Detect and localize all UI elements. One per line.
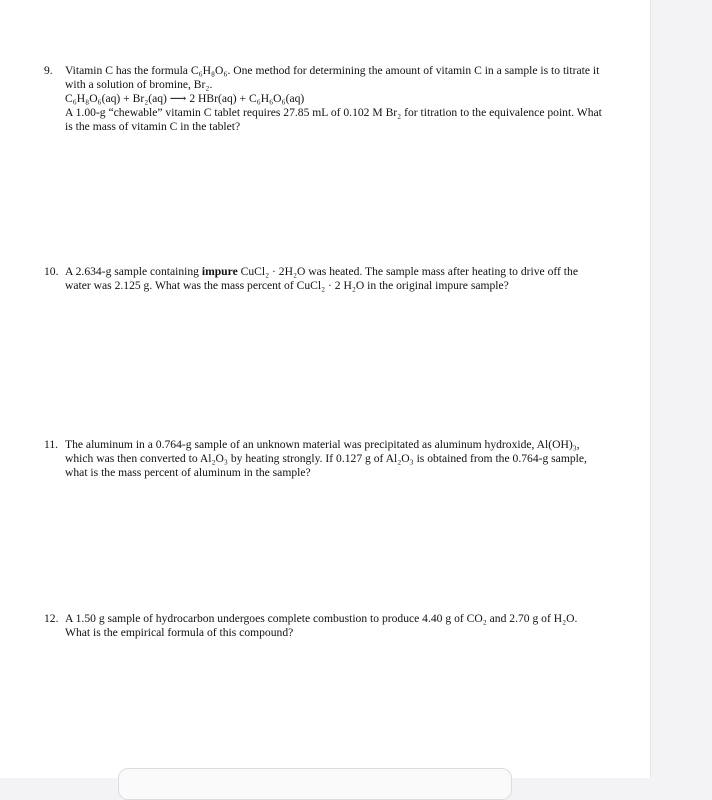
question-number: 10.	[44, 265, 59, 278]
question-follow-up: A 1.00-g “chewable” vitamin C tablet requires 27.85 mL of 0.102 M Br₂ for titration to the equivalence point. What is the mass of vitamin C in the tablet?	[65, 106, 602, 133]
question-text: The aluminum in a 0.764-g sample of an unknown material was precipitated as aluminum hydroxide, Al(OH)₃, which was then converted to Al₂O₃ by heating strongly. If 0.127 g of Al₂O₃ is obtained from the 0.764-g sample, what is the mass percent of aluminum in the sample?	[65, 438, 587, 479]
question-text: A 2.634-g sample containing impure CuCl₂ · 2H₂O was heated. The sample mass after heating to drive off the water was 2.125 g. What was the mass percent of CuCl₂ · 2 H₂O in the original impure sample?	[65, 265, 578, 292]
chemical-equation: C₆H₈O₆(aq) + Br₂(aq) ⟶ 2 HBr(aq) + C₆H₆O₆(aq)	[65, 92, 305, 105]
question-text: Vitamin C has the formula C₆H₈O₆. One method for determining the amount of vitamin C in a sample is to titrate it with a solution of bromine, Br₂.	[65, 64, 600, 91]
question-number: 11.	[44, 438, 59, 451]
question-10	[44, 265, 604, 293]
question-12	[44, 612, 604, 640]
question-number: 12.	[44, 612, 59, 625]
bottom-panel-edge	[118, 768, 512, 800]
question-11	[44, 438, 604, 480]
question-number: 9.	[44, 64, 53, 77]
question-9	[44, 64, 604, 134]
question-text: A 1.50 g sample of hydrocarbon undergoes complete combustion to produce 4.40 g of CO₂ and 2.70 g of H₂O. What is the empirical formula of this compound?	[65, 612, 578, 639]
emphasis-text: impure	[201, 265, 238, 278]
